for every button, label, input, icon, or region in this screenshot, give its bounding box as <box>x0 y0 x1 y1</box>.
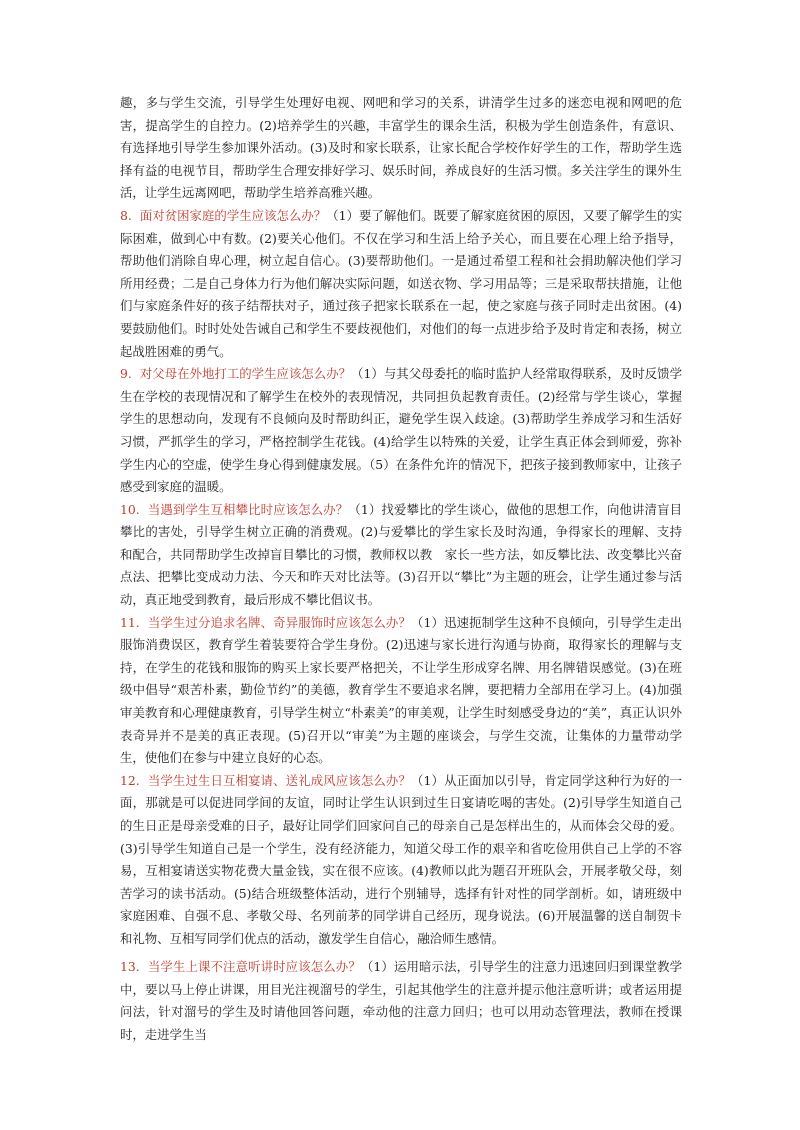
question-title: 当学生过分追求名牌、奇异服饰时应该怎么办？ <box>147 614 411 630</box>
answer-text: （1）要了解他们。既要了解家庭贫困的原因，又要了解学生的实际困难，做到心中有数。(2)要关心他们。不仅在学习和生活上给予关心，而且要在心理上给予指导，帮助他们消除自卑心理，树立起自信心。(3)要帮助他们。一是通过希望工程和社会捐助解决他们学习所用经费；二是自己身体力行为他们解决实际问题，如送衣物、学习用品等；三是采取帮扶措施，让他们与家庭条件好的孩子结帮扶对子，通过孩子把家长联系在一起，使之家庭与孩子同时走出贫困。(4)要鼓励他们。时时处处告诫自己和学生不要歧视他们，对他们的每一点进步给予及时肯定和表扬，树立起战胜困难的勇气。 <box>120 207 682 359</box>
answer-text: （1）找爱攀比的学生谈心，做他的思想工作，向他讲清盲目攀比的害处，引导学生树立正确的消费观。(2)与爱攀比的学生家长及时沟通，争得家长的理解、支持和配合，共同帮助学生改掉盲目攀比的习惯，教师权以教 家长一些方法，如反攀比法、改变攀比兴奋点法、把攀比变成动力法、今天和昨天对比法等。(3)召开以“攀比”为主题的班会，让学生通过参与活动，真正地受到教育，最后形成不攀比倡议书。 <box>120 501 683 608</box>
question-number: 8. <box>120 207 132 223</box>
answer-text: （1）迅速扼制学生这种不良倾向，引导学生走出服饰消费误区，教育学生着装要符合学生身份。(2)迅速与家长进行沟通与协商，取得家长的理解与支持，在学生的花钱和服饰的购买上家长要严格把关，不让学生形成穿名牌、用名牌错误感觉。(3)在班级中倡导“艰苦朴素，勤俭节约”的美德，教育学生不要追求名牌，要把精力全部用在学习上。(4)加强审美教育和心理健康教育，引导学生树立“朴素美”的审美观，让学生时刻感受身边的“美”，真正认识外表奇异并不是美的真正表现。(5)召开以“审美”为主题的座谈会，与学生交流，让集体的力量带动学生，使他们在参与中建立良好的心态。 <box>120 614 682 766</box>
question-title: 当学生上课不注意听讲时应该怎么办？ <box>147 959 361 974</box>
question-12 <box>120 770 682 951</box>
question-8 <box>120 205 682 363</box>
question-number: 11. <box>120 614 140 630</box>
question-number: 13. <box>120 959 140 974</box>
question-title: 当遇到学生互相攀比时应该怎么办？ <box>147 501 349 517</box>
question-10 <box>120 499 682 612</box>
document-body <box>120 92 682 951</box>
answer-text: （1）与其父母委托的临时监护人经常取得联系，及时反馈学生在学校的表现情况和了解学生在校外的表现情况，共同担负起教育责任。(2)经常与学生谈心，掌握学生的思想动向，发现有不良倾向及时帮助纠正，避免学生误入歧途。(3)帮助学生养成学习和生活好习惯，严抓学生的学习，严格控制学生花钱。(4)给学生以特殊的关爱，让学生真正体会到师爱，弥补学生内心的空虚，使学生身心得到健康发展。（5）在条件允许的情况下，把孩子接到教师家中，让孩子感受到家庭的温暖。 <box>120 366 682 495</box>
document-body-continued <box>120 956 682 1046</box>
intro-paragraph: 趣，多与学生交流，引导学生处理好电视、网吧和学习的关系，讲清学生过多的迷恋电视和网吧的危害，提高学生的自控力。(2)培养学生的兴趣，丰富学生的课余生活，积极为学生创造条件，有意识、有选择地引导学生参加课外活动。(3)及时和家长联系，让家长配合学校作好学生的工作，帮助学生选择有益的电视节目，帮助学生合理安排好学习、娱乐时间，养成良好的生活习惯。多关注学生的课外生活，让学生远离网吧，帮助学生培养高雅兴趣。 <box>120 95 682 201</box>
question-title: 对父母在外地打工的学生应该怎么办？ <box>139 366 352 382</box>
question-number: 10. <box>120 501 140 517</box>
question-11 <box>120 612 682 770</box>
question-9 <box>120 363 682 499</box>
question-title: 当学生过生日互相宴请、送礼成风应该怎么办？ <box>147 772 411 788</box>
question-number: 12. <box>120 772 140 788</box>
question-13 <box>120 956 682 1046</box>
answer-text: （1）从正面加以引导，肯定同学这种行为好的一面，那就是可以促进同学间的友谊，同时让学生认识到过生日宴请吃喝的害处。(2)引导学生知道自己的生日正是母亲受难的日子，最好让同学们回家问自己的母亲自己是怎样出生的，从而体会父母的爱。(3)引导学生知道自己是一个学生，没有经济能力，知道父母工作的艰辛和省吃俭用供自己上学的不容易，互相宴请送实物花费大量金钱，实在很不应该。(4)教师以此为题召开班队会，开展孝敬父母，刻苦学习的读书活动。(5)结合班级整体活动，进行个别辅导，选择有针对性的同学剖析。如，请班级中家庭困难、自强不息、孝敬父母、名列前茅的同学讲自己经历，现身说法。(6)开展温馨的送自制贺卡和礼物、互相写同学们优点的活动，激发学生自信心，融洽师生感情。 <box>120 772 682 946</box>
answer-text: （1）运用暗示法，引导学生的注意力迅速回归到课堂教学中，要以马上停止讲课，用目光注视溜号的学生，引起其他学生的注意并提示他注意听讲；或者运用提问法，针对溜号的学生及时请他回答问题，牵动他的注意力回归；也可以用动态管理法，教师在授课时，走进学生当 <box>120 959 683 1042</box>
question-number: 9. <box>120 366 132 382</box>
question-title: 面对贫困家庭的学生应该怎么办？ <box>139 207 327 223</box>
